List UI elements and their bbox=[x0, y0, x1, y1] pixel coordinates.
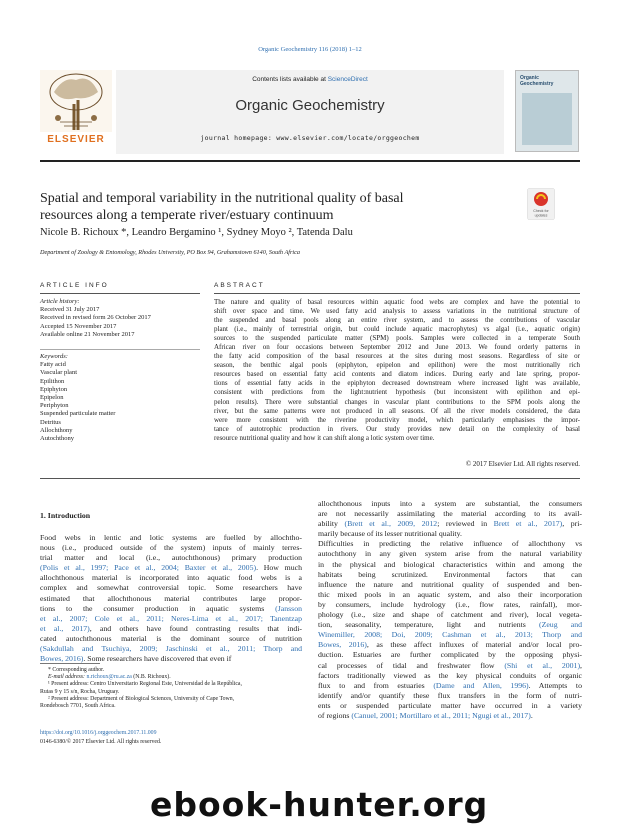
body-text: in the physical and biological characteristics within and among the bbox=[318, 559, 582, 569]
citation-link[interactable]: (Brett et al., 2009, 2012 bbox=[344, 519, 438, 529]
cover-title bbox=[520, 75, 553, 87]
body-text: thic mixed pools in an aquatic system, and also their incorporation bbox=[318, 589, 582, 599]
body-text: cated autochthonous material is the dominant source of nutrition bbox=[40, 633, 302, 643]
body-line bbox=[40, 543, 302, 553]
footnote-rule bbox=[40, 663, 100, 664]
badge-line-2: updates bbox=[534, 213, 548, 218]
body-line bbox=[40, 614, 302, 624]
body-line bbox=[318, 701, 582, 711]
abstract-line: consistent with predictions from the light:nutrient hypothesis (but inconsistent with epilithon and epi- bbox=[214, 388, 580, 397]
citation-link[interactable]: (Shi et al., 2001) bbox=[504, 660, 581, 670]
body-line bbox=[318, 590, 582, 600]
body-line bbox=[318, 539, 582, 549]
history-entry: Available online 21 November 2017 bbox=[40, 330, 135, 338]
issn-line: 0146-6380/© 2017 Elsevier Ltd. All rights reserved. bbox=[40, 739, 162, 745]
footnote-2-line-1: ² Present address: Department of Biological Sciences, University of Cape Town, bbox=[48, 695, 235, 702]
abstract-line: season, the benthic algal pools (epiphyton, epipelon and epilithon) were the most nutritionally rich bbox=[214, 361, 580, 370]
keyword-item: Epiphyton bbox=[40, 385, 68, 393]
email-link[interactable]: n.richoux@ru.ac.za bbox=[86, 674, 132, 681]
citation-link[interactable]: et al., 2007; Cole et al., 2011; Neres-Lima et al., 2017; Tanentzap bbox=[40, 613, 302, 623]
body-line bbox=[318, 630, 582, 640]
body-line bbox=[318, 671, 582, 681]
article-info-heading: ARTICLE INFO bbox=[40, 282, 109, 289]
journal-homepage[interactable]: journal homepage: www.elsevier.com/locate/orggeochem bbox=[200, 134, 420, 142]
body-text: . Attempts to bbox=[528, 680, 582, 690]
body-line bbox=[318, 580, 582, 590]
contents-line bbox=[116, 76, 504, 83]
body-text: complex and somewhat controversial topic. Some researchers have bbox=[40, 583, 302, 593]
body-text: ; reviewed in bbox=[437, 519, 494, 529]
body-text: tion, seasonality, temperature, light and nutrients bbox=[318, 620, 539, 630]
abstract-line: the fatty acid composition of the basal resources at the sites during most seasons. Regardless of site or bbox=[214, 352, 580, 361]
keyword-item: Autochthony bbox=[40, 435, 74, 443]
body-line bbox=[40, 573, 302, 583]
body-text: Food webs in lentic and lotic systems are fuelled by allochtho- bbox=[40, 533, 302, 542]
history-list bbox=[40, 306, 205, 339]
body-line bbox=[40, 594, 302, 604]
citation-link[interactable]: (Dame and Allen, 1996) bbox=[433, 680, 529, 690]
history-divider bbox=[40, 349, 200, 350]
body-line bbox=[318, 620, 582, 630]
abstract-line: resources based on essential fatty acid contents and diatom indices. During early and late spring, propor- bbox=[214, 370, 580, 379]
article-info-rule bbox=[40, 293, 200, 294]
intro-right-column bbox=[318, 499, 582, 721]
body-line bbox=[318, 711, 582, 721]
abstract-line: The nature and quality of basal resources within aquatic food webs are complex and have the potential to bbox=[214, 298, 580, 306]
doi-link[interactable]: https://doi.org/10.1016/j.orggeochem.2017.11.009 bbox=[40, 730, 157, 736]
author-list: Nicole B. Richoux *, Leandro Bergamino ¹, Sydney Moyo ², Tatenda Dalu bbox=[40, 227, 353, 238]
body-text: ability bbox=[318, 519, 345, 529]
citation-link[interactable]: Brett et al., 2017) bbox=[493, 519, 563, 529]
intro-left-column bbox=[40, 533, 302, 664]
body-line bbox=[318, 499, 582, 509]
cover-title-line2: Geochemistry bbox=[520, 81, 554, 87]
history-entry: Received in revised form 26 October 2017 bbox=[40, 314, 151, 322]
journal-reference[interactable]: Organic Geochemistry 116 (2018) 1–12 bbox=[258, 46, 362, 53]
keyword-item: Vascular plant bbox=[40, 369, 78, 377]
body-line bbox=[318, 681, 582, 691]
body-text: , pri- bbox=[562, 519, 583, 529]
keywords-label: Keywords: bbox=[40, 353, 68, 360]
abstract-rule bbox=[214, 293, 580, 294]
body-text: . Some researchers have discovered that even if bbox=[83, 654, 232, 664]
abstract-bottom-rule bbox=[40, 478, 580, 479]
citation-link[interactable]: Bowes, 2016) bbox=[318, 640, 367, 650]
body-line bbox=[40, 563, 302, 573]
keyword-item: Epipelon bbox=[40, 394, 64, 402]
footnotes bbox=[40, 667, 302, 710]
abstract-line: river, but the same patterns were not produced in all seasons. Of all the river models considered, the data bbox=[214, 406, 580, 415]
body-text: influence the nature and nutritional quality of suspended and ben- bbox=[318, 579, 582, 589]
email-label: E-mail address: bbox=[48, 674, 87, 681]
header-rule bbox=[40, 160, 580, 162]
body-line bbox=[318, 560, 582, 570]
body-text: duction. Estuaries are further complicated by the opposing physi- bbox=[318, 650, 582, 660]
citation-link[interactable]: (Canuel, 2001; Mortillaro et al., 2011; Ngugi et al., 2017) bbox=[351, 710, 531, 720]
body-text: . bbox=[530, 710, 533, 720]
body-line bbox=[318, 509, 582, 519]
body-text: identify and/or quantify these flux transfers in the form of nutri- bbox=[318, 690, 582, 700]
keyword-item: Suspended particulate matter bbox=[40, 410, 116, 418]
body-text: ents or suspended particulate matter have occurred in a variety bbox=[318, 700, 582, 710]
check-for-updates-icon[interactable] bbox=[527, 188, 555, 220]
abstract-line: were more consistent with the riverine productivity model, which particularly emphasises the impor- bbox=[214, 415, 580, 424]
keyword-item: Fatty acid bbox=[40, 361, 66, 369]
body-text: are not necessarily assimilating the material according to its avail- bbox=[318, 509, 582, 519]
title-line-1: Spatial and temporal variability in the nutritional quality of basal bbox=[40, 191, 404, 206]
watermark-text: ebook-hunter.org bbox=[150, 785, 489, 824]
body-text: flux to and from estuaries bbox=[318, 680, 434, 690]
body-text: nous (i.e., produced outside of the system) inputs of mainly terres- bbox=[40, 543, 302, 553]
sciencedirect-link[interactable]: ScienceDirect bbox=[327, 76, 368, 83]
abstract-body bbox=[214, 298, 580, 443]
body-text: factors traditionally viewed as the key physical conduits of organic bbox=[318, 670, 582, 680]
body-text: of regions bbox=[318, 710, 352, 720]
footnote-2-line-2: Rondebosch 7701, South Africa. bbox=[40, 703, 116, 710]
keyword-item: Allochthony bbox=[40, 426, 73, 434]
body-text: autochthony in any given system arise from the natural variability bbox=[318, 549, 582, 559]
keywords bbox=[40, 353, 205, 443]
abstract-line: African river on four occasions between September 2012 and June 2013. We found orderly patterns in bbox=[214, 343, 580, 352]
body-text: trial matter and local (i.e., autochthonous) primary production bbox=[40, 553, 302, 563]
body-line bbox=[40, 604, 302, 614]
history-label: Article history: bbox=[40, 298, 80, 305]
article-title bbox=[40, 190, 510, 224]
abstract-line: sources to the suspended particulate matter (SPM) pools. Samples were collected in a temperate South bbox=[214, 334, 580, 343]
abstract-heading: ABSTRACT bbox=[214, 282, 265, 289]
contents-prefix: Contents lists available at bbox=[252, 76, 328, 83]
article-history bbox=[40, 298, 205, 339]
title-line-2: resources along a temperate river/estuary continuum bbox=[40, 208, 334, 223]
body-text: cal processes of tidal and freshwater flow bbox=[318, 660, 505, 670]
body-line bbox=[40, 634, 302, 644]
body-text: allochthonous inputs into a system are substantial, the consumers bbox=[318, 499, 582, 508]
publisher-name[interactable]: ELSEVIER bbox=[47, 134, 105, 145]
keyword-item: Periphyton bbox=[40, 402, 69, 410]
body-text: tions to the consumer production in aquatic systems bbox=[40, 603, 276, 613]
body-line bbox=[318, 691, 582, 701]
abstract-line: pelon results). There were substantial changes in vascular plant contributions to the SPM pools along the bbox=[214, 397, 580, 406]
keyword-item: Detritus bbox=[40, 418, 61, 426]
history-entry: Accepted 15 November 2017 bbox=[40, 322, 117, 330]
citation-link[interactable]: (Polis et al., 1997; Pace et al., 2004; Baxter et al., 2005) bbox=[40, 563, 257, 573]
body-text: marily because of its lesser nutritional quality. bbox=[318, 529, 462, 539]
email-suffix: (N.B. Richoux). bbox=[131, 674, 171, 681]
body-line bbox=[318, 640, 582, 650]
body-line bbox=[40, 533, 302, 543]
body-line bbox=[318, 519, 582, 529]
body-text: allochthonous material is incorporated into aquatic food webs is a bbox=[40, 573, 302, 583]
email-note bbox=[40, 674, 302, 681]
keyword-item: Epilithon bbox=[40, 377, 65, 385]
body-line bbox=[40, 624, 302, 634]
citation-link[interactable]: (Zeug and bbox=[538, 620, 582, 630]
abstract-line: plant (i.e., mainly of terrestrial origin, but could include aquatic macrophytes) vs algal (i.e., aquatic origin) bbox=[214, 325, 580, 334]
body-text: habitats being scrutinized. Environmental factors that can bbox=[318, 569, 582, 579]
footnote-1-line-2: Rutas 9 y 15 s/n, Rocha, Uruguay. bbox=[40, 688, 120, 695]
body-text: . How much bbox=[256, 563, 302, 573]
body-line bbox=[318, 529, 582, 539]
cover-title-line1: Organic bbox=[520, 75, 539, 81]
keyword-list bbox=[40, 361, 205, 443]
body-text: estimated that allochthonous material contributes large propor- bbox=[40, 593, 302, 603]
citation-link[interactable]: (Sakdullah and Tsuchiya, 2009; Jaschinski et al., 2011; Thorp and bbox=[40, 644, 302, 654]
abstract-line: resource nutritional quality and how it can shift along a lotic system over time. bbox=[214, 433, 435, 442]
body-line bbox=[318, 549, 582, 559]
corresponding-author-note: * Corresponding author. bbox=[48, 667, 105, 673]
badge-line-1: Check for bbox=[533, 209, 549, 213]
body-line bbox=[318, 600, 582, 610]
journal-title: Organic Geochemistry bbox=[235, 97, 385, 114]
body-text: by consumers, include hydrology (i.e., flow rates, rainfall), mor- bbox=[318, 599, 582, 609]
journal-cover-thumbnail[interactable] bbox=[515, 70, 579, 152]
body-line bbox=[40, 553, 302, 563]
body-text: , bbox=[580, 660, 582, 670]
history-entry: Received 31 July 2017 bbox=[40, 306, 100, 314]
footnote-1-line-1: ¹ Present address: Centro Universitario Regional Este, Universidad de la República, bbox=[48, 681, 242, 688]
citation-link[interactable]: Bowes, 2016) bbox=[40, 654, 84, 664]
citation-link[interactable]: et al., 2017) bbox=[40, 623, 90, 633]
body-line bbox=[318, 650, 582, 660]
abstract-line: tions of essential fatty acids in the epiphyton decreased downstream where increased light was available, bbox=[214, 379, 580, 388]
body-text: , and others have found contrasting results that indi- bbox=[89, 623, 302, 633]
citation-link[interactable]: (Jansson bbox=[275, 603, 302, 613]
introduction-heading: 1. Introduction bbox=[40, 511, 91, 520]
body-line bbox=[318, 570, 582, 580]
abstract-line: the suspended and basal pools along an entire river system, and to assess the contributions of vascular bbox=[214, 316, 580, 325]
body-line bbox=[40, 644, 302, 654]
body-line bbox=[318, 610, 582, 620]
body-line bbox=[40, 583, 302, 593]
affiliation: Department of Zoology & Entomology, Rhodes University, PO Box 94, Grahamstown 6140, South Africa bbox=[40, 249, 300, 256]
citation-link[interactable]: Winemiller, 2008; Doi, 2009; Cashman et al., 2013; Thorp and bbox=[318, 630, 582, 640]
cover-image bbox=[522, 93, 572, 145]
abstract-line: shift over space and time. We used fatty acid analysis to assess variations in the nutritional structure of bbox=[214, 307, 580, 316]
body-text: Difficulties in predicting the relative influence of allochthony vs bbox=[318, 539, 582, 549]
abstract-line: tance of autotrophic production in rivers. Our study provides new detail on the complexity of basal bbox=[214, 424, 580, 433]
body-line bbox=[318, 661, 582, 671]
body-text: phology (i.e., size and shape of catchment and river), local vegeta- bbox=[318, 610, 582, 620]
body-text: , as these affect influxes of material and/or local pro- bbox=[366, 640, 582, 650]
abstract-copyright: © 2017 Elsevier Ltd. All rights reserved. bbox=[465, 460, 580, 468]
